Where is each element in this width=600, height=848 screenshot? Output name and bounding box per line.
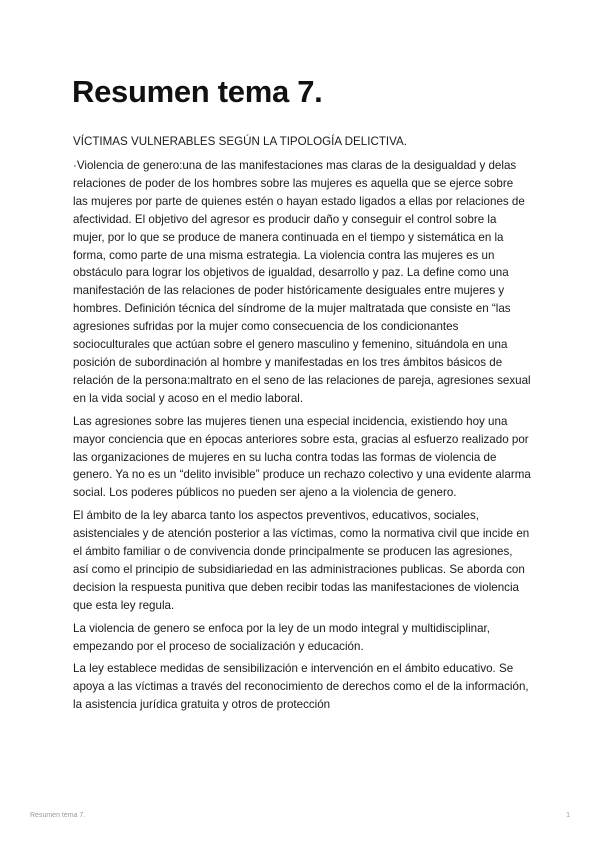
document-body: [73, 133, 531, 719]
paragraph-agresiones: Las agresiones sobre las mujeres tienen una especial incidencia, existiendo hoy una mayor conciencia que en épocas anteriores sobre esta, gracias al esfuerzo realizado por las organizaciones de mujeres en su lucha contra todas las formas de violencia de genero. Ya no es un “delito invisible” produce un rechazo colectivo y una evidente alarma social. Los poderes públicos no pueden ser ajeno a la violencia de genero.: [73, 414, 531, 500]
paragraph-violencia-genero: ·Violencia de genero:una de las manifestaciones mas claras de la desigualdad y delas relaciones de poder de los hombres sobre las mujeres es aquella que se ejerce sobre las mujeres por parte de quienes estén o hayan estado ligados a ellas por relaciones de afectividad. El objetivo del agresor es producir daño y conseguir el control sobre la mujer, por lo que se produce de manera continuada en el tiempo y sistemática en la forma, como parte de una misma estrategia. La violencia contra las mujeres es un obstáculo para lograr los objetivos de igualdad, desarrollo y paz. La define como una manifestación de las relaciones de poder históricamente desiguales entre mujeres y hombres. Definición técnica del síndrome de la mujer maltratada que consiste en “las agresiones sufridas por la mujer como consecuencia de los condicionantes socioculturales que actúan sobre el genero masculino y femenino, situándola en una posición de subordinación al hombre y manifestadas en los tres ámbitos básicos de relación de la persona:maltrato en el seno de las relaciones de pareja, agresiones sexual en la vida social y acoso en el medio laboral.: [73, 159, 531, 405]
footer-doc-name: Resumen tema 7.: [30, 812, 86, 819]
section-heading: VÍCTIMAS VULNERABLES SEGÚN LA TIPOLOGÍA DELICTIVA.: [73, 135, 407, 148]
paragraph-ambito-ley: El ámbito de la ley abarca tanto los aspectos preventivos, educativos, sociales, asistenciales y de atención posterior a las víctimas, como la normativa civil que incide en el ámbito familiar o de convivencia donde principalmente se producen las agresiones, así como el principio de subsidiariedad en las administraciones publicas. Se aborda con decision la respuesta punitiva que deben recibir todas las manifestaciones de violencia que esta ley regula.: [73, 509, 530, 612]
paragraph-medidas: La ley establece medidas de sensibilización e intervención en el ámbito educativo. Se apoya a las víctimas a través del reconocimiento de derechos como el de la información, la asistencia jurídica gratuita y otros de protección: [73, 662, 529, 712]
footer-page-number: 1: [566, 812, 570, 819]
paragraph-enfoque-integral: La violencia de genero se enfoca por la ley de un modo integral y multidisciplinar, empezando por el proceso de socialización y educación.: [73, 621, 490, 653]
page-title: Resumen tema 7.: [72, 74, 323, 109]
